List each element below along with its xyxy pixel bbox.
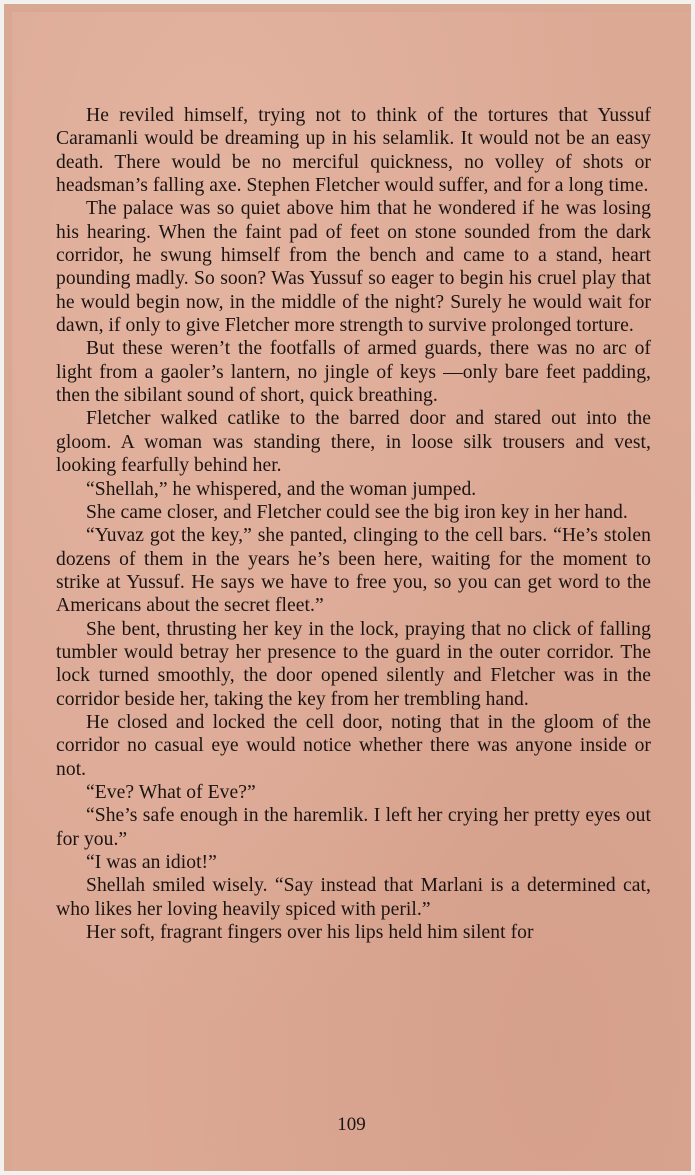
paragraph: She bent, thrusting her key in the lock, praying that no click of falling tumbler would betray her presence to the guard in the outer corridor. The lock turned smoothly, the door opened silently and Fletcher was in the corridor beside her, taking the key from her trembling hand. — [56, 618, 651, 710]
paragraph: Her soft, fragrant fingers over his lips held him silent for — [86, 922, 534, 944]
paragraph: She came closer, and Fletcher could see the big iron key in her hand. — [86, 501, 628, 523]
paragraph: He reviled himself, trying not to think of the tortures that Yussuf Caramanli would be dreaming up in his selamlik. It would not be an easy death. There would be no merciful quickness, no volley of shots or headsman’s falling axe. Stephen Fletcher would suffer, and for a long time. — [56, 105, 651, 197]
paragraph: But these weren’t the footfalls of armed guards, there was no arc of light from a gaoler’s lantern, no jingle of keys —only bare feet padding, then the sibilant sound of short, quick breathing. — [56, 338, 651, 407]
paragraph: The palace was so quiet above him that he wondered if he was losing his hearing. When the faint pad of feet on stone sounded from the dark corridor, he swung himself from the bench and came to a stand, heart pounding madly. So soon? Was Yussuf so eager to begin his cruel play that he would begin now, in the middle of the night? Surely he would wait for dawn, if only to give Fletcher more strength to survive prolonged torture. — [56, 198, 651, 337]
paragraph: He closed and locked the cell door, noting that in the gloom of the corridor no casual eye would notice whether there was anyone inside or not. — [56, 711, 651, 780]
page-number: 109 — [337, 1114, 366, 1135]
paragraph: Shellah smiled wisely. “Say instead that Marlani is a determined cat, who likes her loving heavily spiced with peril.” — [56, 875, 651, 920]
paragraph: “I was an idiot!” — [86, 852, 217, 873]
book-page — [12, 12, 691, 1171]
body-text — [56, 104, 651, 944]
paragraph: Fletcher walked catlike to the barred door and stared out into the gloom. A woman was standing there, in loose silk trousers and vest, looking fearfully behind her. — [56, 408, 651, 477]
paragraph: “Shellah,” he whispered, and the woman jumped. — [86, 478, 477, 500]
paragraph: “Eve? What of Eve?” — [86, 781, 256, 803]
paragraph: “Yuvaz got the key,” she panted, clinging to the cell bars. “He’s stolen dozens of them in the years he’s been here, waiting for the moment to strike at Yussuf. He says we have to free you, so you can get word to the Americans about the secret fleet.” — [56, 525, 651, 617]
paragraph: “She’s safe enough in the haremlik. I left her crying her pretty eyes out for you.” — [56, 805, 651, 850]
